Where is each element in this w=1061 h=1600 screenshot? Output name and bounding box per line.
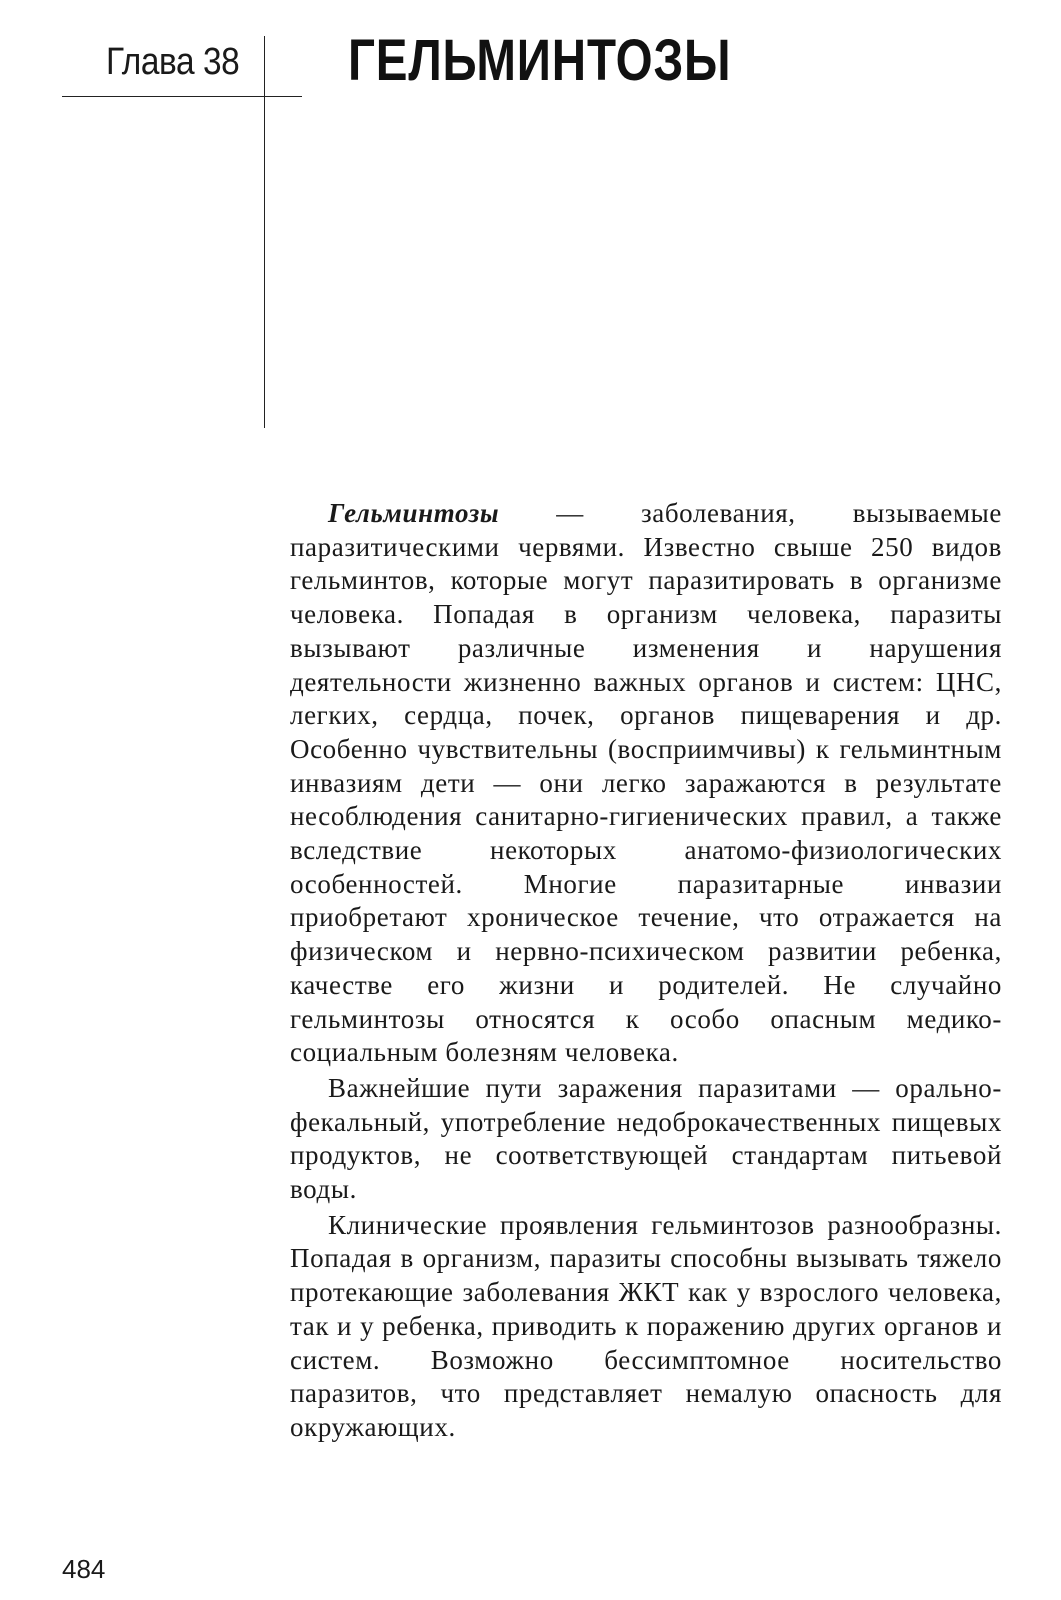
header-horizontal-rule <box>62 96 302 97</box>
paragraph-1-text: — заболевания, вызываемые паразитическими червями. Известно свыше 250 видов гельминтов, которые могут паразитировать в организме человека. Попадая в организм человека, паразиты вызывают различные изменения и нарушения деятельности жизненно важных органов и систем: ЦНС, легких, сердца, почек, органов пищеварения и др. Особенно чувствительны (восприимчивы) к гельминтным инвазиям дети — они легко заражаются в результате несоблюдения санитарно-гигиенических правил, а также вследствие некоторых анатомо-физиологических особенностей. Многие паразитарные инвазии приобретают хроническое течение, что отражается на физическом и нервно-психическом развитии ребенка, качестве его жизни и родителей. Не случайно гельминтозы относятся к особо опасным медико-социальным болезням человека. <box>290 498 1002 1068</box>
chapter-label: Глава 38 <box>106 41 240 83</box>
chapter-title: ГЕЛЬМИНТОЗЫ <box>348 28 732 93</box>
page-number: 484 <box>62 1554 106 1584</box>
defined-term: Гельминтозы <box>328 498 500 528</box>
paragraph-1 <box>290 497 1002 1070</box>
paragraph-2: Важнейшие пути заражения паразитами — орально-фекальный, употребление недоброкачественных пищевых продуктов, не соответствующей стандартам питьевой воды. <box>290 1072 1002 1205</box>
header-vertical-rule <box>264 36 265 428</box>
body-text <box>290 497 1002 1447</box>
paragraph-3: Клинические проявления гельминтозов разнообразны. Попадая в организм, паразиты способны вызывать тяжело протекающие заболевания ЖКТ как у взрослого человека, так и у ребенка, приводить к поражению других органов и систем. Возможно бессимптомное носительство паразитов, что представляет немалую опасность для окружающих. <box>290 1209 1002 1442</box>
